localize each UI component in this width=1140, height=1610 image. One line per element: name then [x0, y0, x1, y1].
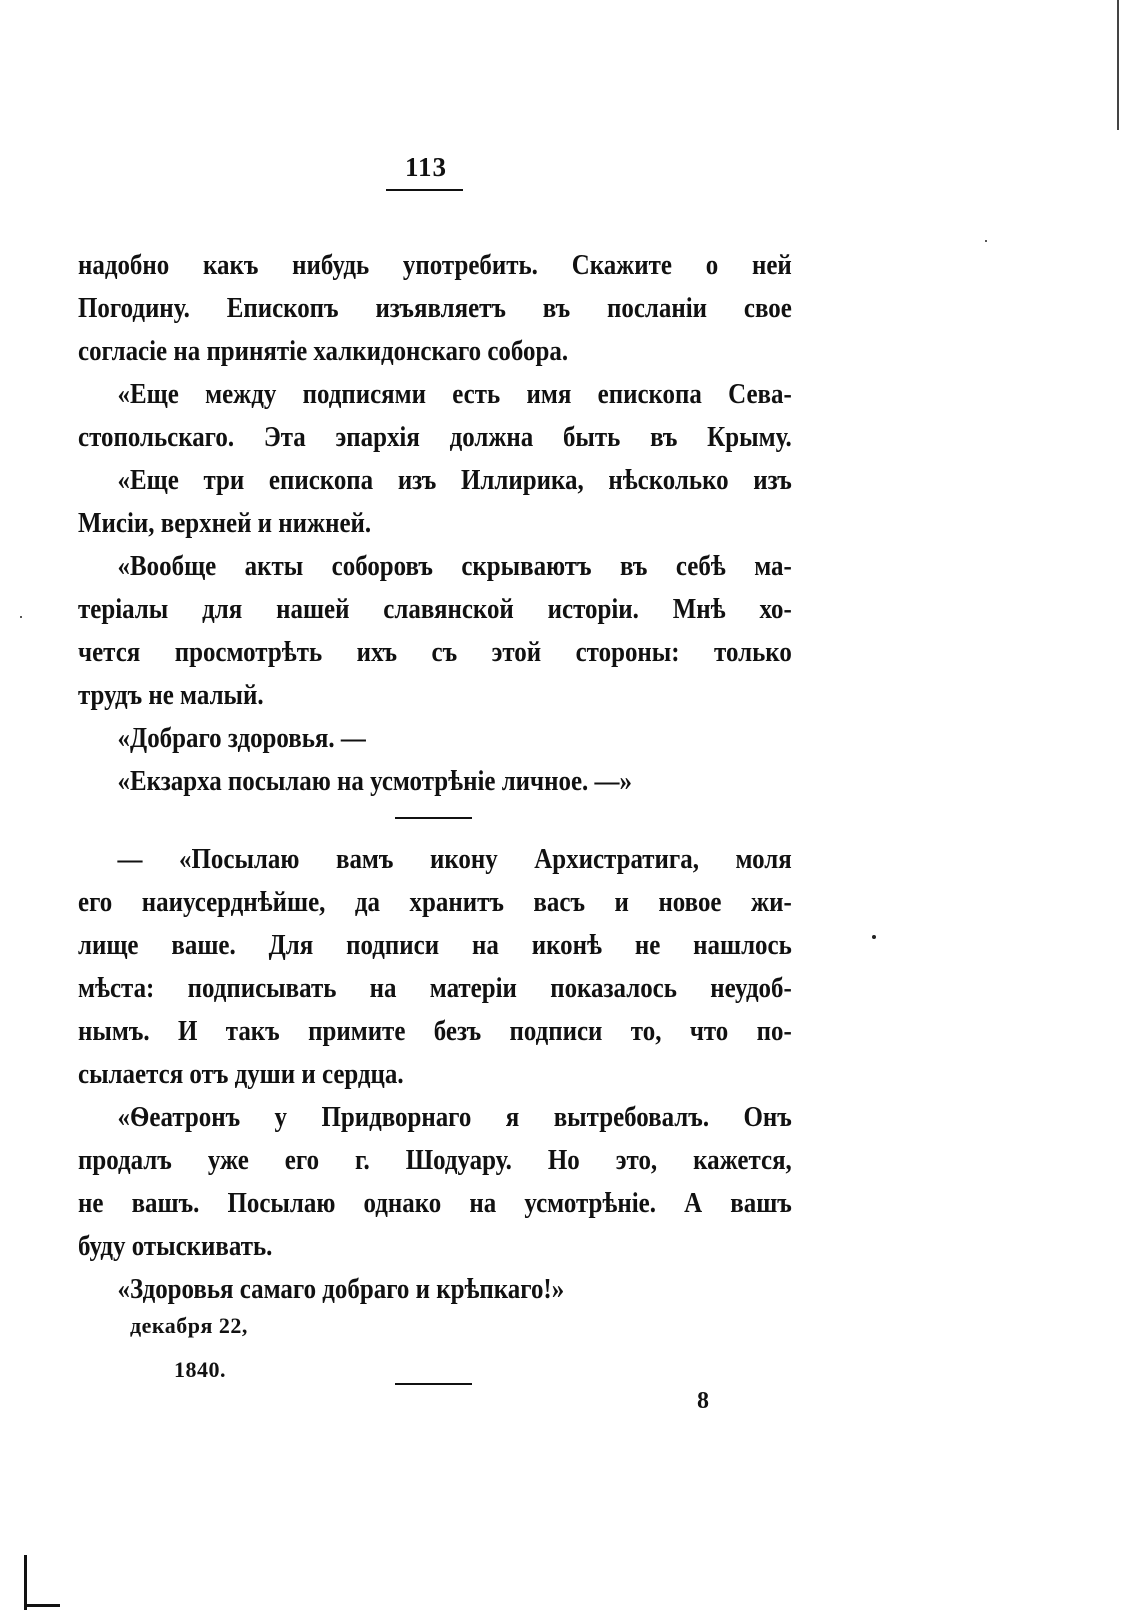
ink-speck [20, 616, 22, 618]
text-line: «Еще три епископа изъ Иллирика, нѣсколько изъ [117, 464, 792, 496]
letter-1-paragraph-2 [78, 373, 792, 459]
scan-edge-left [24, 1555, 27, 1610]
letter-2-paragraph-2 [78, 1096, 792, 1268]
end-rule [395, 1383, 472, 1385]
text-line: «Екзарха посылаю на усмотрѣніе личное. —» [117, 765, 632, 797]
text-line: «Вообще акты соборовъ скрываютъ въ себѣ ма- [117, 550, 792, 582]
scan-edge-right [1117, 0, 1119, 130]
text-line: продалъ уже его г. Шодуару. Но это, кажется, [78, 1144, 792, 1176]
letter-1-paragraph-3 [78, 459, 792, 545]
scan-edge-left-foot [24, 1604, 60, 1607]
letter-1-paragraph-4 [78, 545, 792, 717]
text-line: трудъ не малый. [78, 679, 264, 711]
text-line: Мисіи, верхней и нижней. [78, 507, 372, 539]
letter-1-paragraph-5 [78, 717, 792, 760]
letter-2-paragraph-3 [78, 1268, 792, 1311]
text-line: Погодину. Епископъ изъявляетъ въ посланіи свое [78, 292, 792, 324]
letter-1-paragraph-1 [78, 244, 792, 373]
text-line: не вашъ. Посылаю однако на усмотрѣніе. А вашъ [78, 1187, 792, 1219]
letter-1-paragraph-6 [78, 760, 792, 803]
text-line: «Ѳеатронъ у Придворнаго я вытребовалъ. Онъ [117, 1101, 792, 1133]
text-line: стопольскаго. Эта эпархія должна быть въ Крыму. [78, 421, 792, 453]
text-line: мѣста: подписывать на матеріи показалось неудоб- [78, 972, 792, 1004]
letter-year: 1840. [174, 1357, 226, 1382]
text-line: «Здоровья самаго добраго и крѣпкаго!» [117, 1273, 565, 1305]
page-number-rule [386, 189, 463, 191]
text-line: его наиусерднѣйше, да хранитъ васъ и новое жи- [78, 886, 792, 918]
ink-speck [985, 240, 987, 242]
text-line: согласіе на принятіе халкидонскаго собора. [78, 335, 569, 367]
text-line: надобно какъ нибудь употребить. Скажите о ней [78, 249, 792, 281]
letter-2-paragraph-1 [78, 838, 792, 1096]
text-line: лище ваше. Для подписи на иконѣ не нашлось [78, 929, 792, 961]
text-line: чется просмотрѣть ихъ съ этой стороны: только [78, 636, 792, 668]
text-line: сылается отъ души и сердца. [78, 1058, 404, 1090]
text-line: «Добраго здоровья. — [117, 722, 366, 754]
letter-separator-rule [395, 817, 472, 819]
text-line: — «Посылаю вамъ икону Архистратига, моля [117, 843, 792, 875]
letter-1-text [78, 244, 792, 803]
sheet-signature-mark: 8 [697, 1388, 709, 1414]
letter-date: декабря 22, [130, 1313, 248, 1338]
text-line: теріалы для нашей славянской исторіи. Мнѣ хо- [78, 593, 792, 625]
letter-2-text [78, 838, 792, 1311]
text-line: нымъ. И такъ примите безъ подписи то, что по- [78, 1015, 792, 1047]
text-line: буду отыскивать. [78, 1230, 273, 1262]
ink-speck [872, 935, 876, 939]
text-line: «Еще между подписями есть имя епископа Сева- [117, 378, 792, 410]
page-number: 113 [404, 152, 447, 182]
